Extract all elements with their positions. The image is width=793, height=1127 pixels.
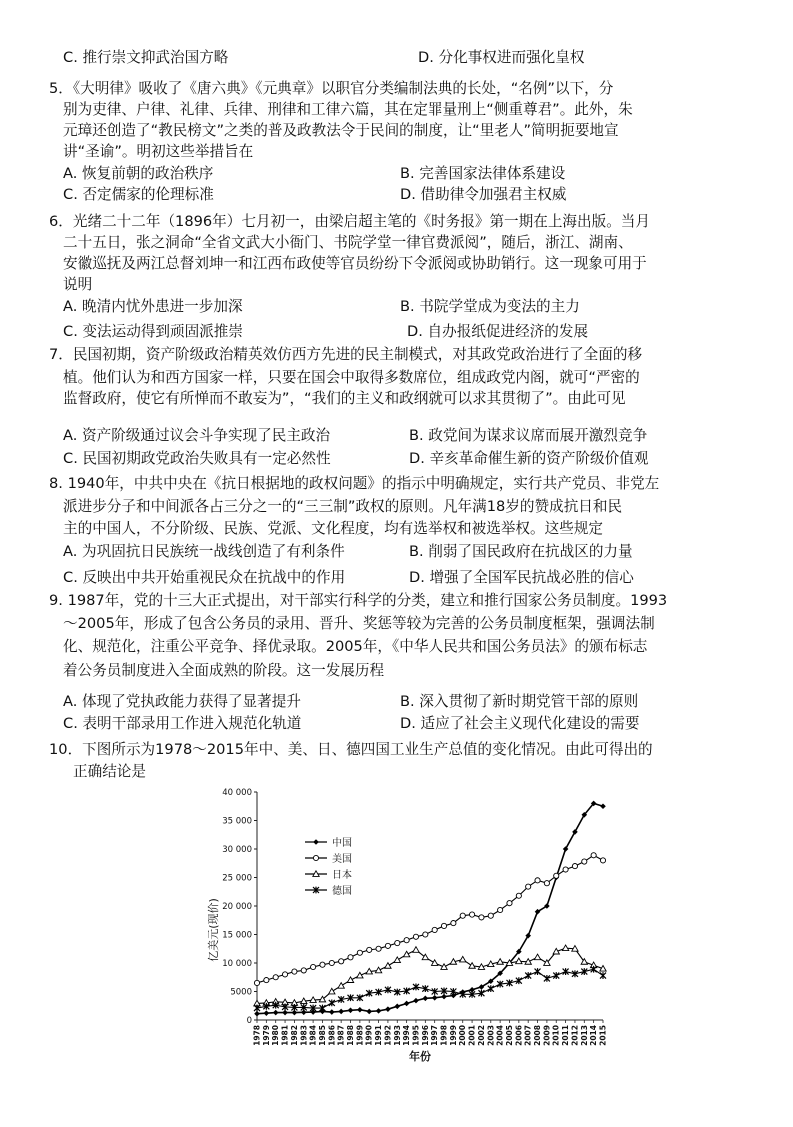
x-tick-label: 1989: [355, 1025, 365, 1046]
data-point: [554, 873, 559, 878]
data-point: [516, 893, 521, 898]
y-tick-label: 20 000: [222, 902, 252, 912]
data-point: [413, 947, 419, 953]
legend-label: 中国: [332, 838, 352, 849]
x-tick-label: 1998: [439, 1025, 449, 1046]
data-point: [311, 964, 316, 969]
q7-option-b: B. 政党间为谋求议席而展开激烈竞争: [409, 427, 648, 444]
data-point: [553, 972, 559, 979]
data-point: [254, 980, 259, 985]
data-point: [264, 1010, 270, 1016]
legend-label: 日本: [332, 870, 352, 881]
data-point: [460, 956, 466, 962]
x-tick-label: 1983: [299, 1025, 309, 1046]
q5-stem-line-3: 元璋还创造了“教民榜文”之类的普及政教法令于民间的制度，让“里老人”简明扼要地宣: [63, 122, 619, 139]
x-tick-label: 1980: [271, 1025, 281, 1046]
q6-option-b: B. 书院学堂成为变法的主力: [400, 298, 580, 315]
q6-stem-line-1: 6．光绪二十二年（1896年）七月初一，由梁启超主笔的《时务报》第一期在上海出版。当月: [49, 213, 650, 230]
data-point: [385, 963, 391, 969]
data-point: [441, 923, 446, 928]
data-point: [413, 998, 419, 1004]
series-circle: [254, 853, 605, 986]
q8-option-c: C. 反映出中共开始重视民众在抗战中的作用: [63, 569, 346, 586]
data-point: [498, 907, 503, 912]
x-tick-label: 2007: [523, 1025, 533, 1046]
data-point: [375, 967, 381, 973]
data-point: [394, 957, 400, 963]
data-point: [329, 988, 335, 994]
data-point: [273, 1010, 279, 1016]
data-point: [366, 1009, 372, 1015]
data-point: [395, 940, 400, 945]
x-tick-label: 2006: [514, 1025, 524, 1046]
data-point: [301, 968, 306, 973]
data-point: [497, 959, 503, 965]
data-point: [432, 927, 437, 932]
q7-stem-line-3: 监督政府，使它有所惮而不敢妄为”，“我们的主义和政纲就可以求其贯彻了”。由此可见: [63, 390, 626, 407]
data-point: [534, 954, 540, 960]
data-point: [469, 912, 474, 917]
q6-option-d: D. 自办报纸促进经济的发展: [407, 323, 589, 340]
q9-stem-line-1: 9. 1987年，党的十三大正式提出，对干部实行科学的分类，建立和推行国家公务员制度。1993: [49, 592, 668, 609]
q6-stem-line-4: 说明: [63, 276, 93, 293]
data-point: [526, 884, 531, 889]
chart-x-axis-label: 年份: [409, 1050, 431, 1063]
q4-option-d: D. 分化事权进而强化皇权: [418, 49, 585, 66]
x-tick-label: 2005: [504, 1025, 514, 1046]
data-point: [282, 1010, 288, 1016]
x-tick-label: 2011: [561, 1025, 571, 1046]
x-tick-label: 1985: [317, 1025, 327, 1046]
q8-stem-line-3: 主的中国人，不分阶级、民族、党派、文化程度，均有选举权和被选举权。这些规定: [63, 520, 603, 537]
x-tick-label: 2008: [533, 1025, 543, 1046]
q10-stem-line-2: 正确结论是: [73, 763, 146, 780]
x-tick-label: 1991: [374, 1025, 384, 1046]
data-point: [320, 962, 325, 967]
data-point: [404, 1001, 410, 1007]
x-tick-label: 1990: [364, 1025, 374, 1046]
series-line: [257, 948, 603, 1003]
q9-stem-line-3: 化、规范化，注重公平竞争、择优录取。2005年，《中华人民共和国公务员法》的颁布标志: [63, 638, 648, 655]
q9-stem-line-4: 着公务员制度进入全面成熟的阶段。这一发展历程: [63, 662, 385, 679]
x-tick-label: 1996: [420, 1025, 430, 1046]
data-point: [338, 1009, 344, 1015]
data-point: [591, 853, 596, 858]
data-point: [264, 978, 269, 983]
data-point: [376, 946, 381, 951]
x-tick-label: 1999: [448, 1025, 458, 1046]
data-point: [282, 972, 287, 977]
q4-option-c: C. 推行崇文抑武治国方略: [63, 49, 229, 66]
data-point: [348, 1008, 354, 1014]
x-tick-label: 2012: [570, 1025, 580, 1046]
data-point: [600, 803, 606, 809]
data-point: [338, 983, 344, 989]
data-point: [403, 951, 409, 957]
data-point: [479, 915, 484, 920]
chart-axes: [222, 788, 607, 1046]
chart-series: [254, 801, 606, 1017]
q9-option-a: A. 体现了党执政能力获得了显著提升: [63, 693, 301, 710]
x-tick-label: 2000: [458, 1025, 468, 1046]
series-triangle: [254, 945, 606, 1006]
x-tick-label: 2002: [476, 1025, 486, 1046]
data-point: [544, 975, 550, 982]
industrial-output-line-chart: [205, 780, 625, 1070]
data-point: [329, 1000, 335, 1007]
q9-option-b: B. 深入贯彻了新时期党管干部的原则: [400, 693, 639, 710]
y-tick-label: 40 000: [222, 788, 252, 798]
data-point: [525, 972, 531, 979]
q8-option-d: D. 增强了全国军民抗战必胜的信心: [409, 569, 634, 586]
y-tick-label: 5000: [230, 987, 252, 998]
data-point: [423, 932, 428, 937]
x-tick-label: 1982: [289, 1025, 299, 1046]
series-star: [254, 966, 606, 1012]
data-point: [469, 963, 475, 969]
data-point: [347, 977, 353, 983]
data-point: [600, 858, 605, 863]
data-point: [441, 994, 447, 1000]
data-point: [357, 950, 362, 955]
series-diamond: [254, 801, 606, 1017]
q8-stem-line-2: 派进步分子和中间派各占三分之一的“三三制”政权的原则。凡年满18岁的赞成抗日和民: [63, 498, 623, 515]
x-tick-label: 2014: [589, 1025, 599, 1046]
q7-option-d: D. 辛亥革命催生新的资产阶级价值观: [409, 450, 649, 467]
q9-stem-line-2: ～2005年，形成了包含公务员的录用、晋升、奖惩等较为完善的公务员制度框架，强调法制: [63, 615, 655, 632]
data-point: [488, 913, 493, 918]
q5-stem-line-1: 5．《大明律》吸收了《唐六典》《元典章》以职官分类编制法典的长处，“名例”以下，分: [49, 80, 614, 97]
legend-marker: [313, 839, 319, 845]
q8-option-b: B. 削弱了国民政府在抗战区的力量: [409, 543, 633, 560]
data-point: [385, 1006, 391, 1012]
data-point: [292, 969, 297, 974]
y-tick-label: 10 000: [222, 959, 252, 969]
x-tick-label: 2001: [467, 1025, 477, 1046]
q6-option-a: A. 晚清内忧外患进一步加深: [63, 298, 243, 315]
data-point: [348, 955, 353, 960]
data-point: [413, 934, 418, 939]
x-tick-label: 1994: [402, 1025, 412, 1046]
data-point: [357, 1007, 363, 1013]
data-point: [385, 943, 390, 948]
series-line: [257, 969, 603, 1008]
data-point: [432, 995, 438, 1001]
q6-stem-line-2: 二十五日，张之洞命“全省文武大小衙门、书院学堂一律官费派阅”，随后，浙江、湖南、: [63, 234, 633, 251]
data-point: [404, 938, 409, 943]
y-tick-label: 0: [246, 1016, 252, 1026]
q6-option-c: C. 变法运动得到顽固派推崇: [63, 323, 244, 340]
data-point: [394, 1004, 400, 1010]
data-point: [254, 1011, 260, 1017]
data-point: [488, 985, 494, 992]
y-tick-label: 15 000: [222, 930, 252, 941]
data-point: [535, 878, 540, 883]
data-point: [339, 959, 344, 964]
x-tick-label: 1997: [430, 1025, 440, 1046]
x-tick-label: 1995: [411, 1025, 421, 1046]
data-point: [451, 921, 456, 926]
x-tick-label: 1986: [327, 1025, 337, 1046]
x-tick-label: 1981: [280, 1025, 290, 1046]
chart-y-axis-label: 亿美元(现价): [207, 898, 220, 962]
legend-marker: [313, 855, 318, 860]
chart-legend: [305, 836, 352, 897]
x-tick-label: 1992: [383, 1025, 393, 1046]
q8-stem-line-1: 8. 1940年，中共中央在《抗日根据地的政权问题》的指示中明确规定，实行共产党员、非党左: [49, 475, 660, 492]
x-tick-label: 2003: [486, 1025, 496, 1046]
q6-stem-line-3: 安徽巡抚及两江总督刘坤一和江西布政使等官员纷纷下令派阅或协助销行。这一现象可用于: [63, 255, 647, 272]
data-point: [329, 960, 334, 965]
q5-stem-line-2: 别为吏律、户律、礼律、兵律、刑律和工律六篇，其在定罪量刑上“侧重尊君”。此外，朱: [63, 101, 633, 118]
q5-option-a: A. 恢复前朝的政治秩序: [63, 165, 214, 182]
series-line: [257, 803, 603, 1013]
data-point: [600, 972, 606, 979]
q5-stem-line-4: 讲“圣谕”。明初这些举措旨在: [63, 143, 254, 160]
data-point: [273, 975, 278, 980]
data-point: [367, 947, 372, 952]
data-point: [431, 960, 437, 966]
y-tick-label: 30 000: [222, 845, 252, 855]
data-point: [507, 901, 512, 906]
data-point: [329, 1009, 335, 1015]
x-tick-label: 2010: [551, 1025, 561, 1046]
data-point: [572, 864, 577, 869]
x-tick-label: 1993: [392, 1025, 402, 1046]
x-tick-label: 1978: [252, 1025, 262, 1046]
data-point: [544, 881, 549, 886]
q7-option-c: C. 民国初期政党政治失败具有一定必然性: [63, 450, 331, 467]
x-tick-label: 2013: [579, 1025, 589, 1046]
q7-option-a: A. 资产阶级通过议会斗争实现了民主政治: [63, 427, 331, 444]
q9-option-c: C. 表明干部录用工作进入规范化轨道: [63, 715, 302, 732]
x-tick-label: 2004: [495, 1025, 505, 1046]
data-point: [582, 859, 587, 864]
q10-stem-line-1: 10．下图所示为1978～2015年中、美、日、德四国工业生产总值的变化情况。由此可得出的: [49, 741, 653, 758]
data-point: [535, 968, 541, 975]
x-tick-label: 1979: [261, 1025, 271, 1046]
q5-option-b: B. 完善国家法律体系建设: [400, 165, 566, 182]
x-tick-label: 2015: [598, 1025, 608, 1046]
q9-option-d: D. 适应了社会主义现代化建设的需要: [400, 715, 640, 732]
data-point: [376, 1008, 382, 1014]
data-point: [423, 996, 429, 1002]
x-tick-label: 2009: [542, 1025, 552, 1046]
data-point: [563, 867, 568, 872]
legend-label: 美国: [332, 854, 352, 865]
y-tick-label: 25 000: [222, 873, 252, 884]
data-point: [460, 913, 465, 918]
q7-stem-line-1: 7．民国初期，资产阶级政治精英效仿西方先进的民主制模式，对其政党政治进行了全面的移: [49, 346, 643, 363]
x-tick-label: 1984: [308, 1025, 318, 1046]
q5-option-c: C. 否定儒家的伦理标准: [63, 186, 214, 203]
q8-option-a: A. 为巩固抗日民族统一战线创造了有利条件: [63, 543, 345, 560]
legend-label: 德国: [332, 886, 352, 897]
q5-option-d: D. 借助律令加强君主权威: [400, 186, 567, 203]
x-tick-label: 1988: [346, 1025, 356, 1046]
y-tick-label: 35 000: [222, 816, 252, 827]
x-tick-label: 1987: [336, 1025, 346, 1046]
q7-stem-line-2: 植。他们认为和西方国家一样，只要在国会中取得多数席位，组成政党内阁，就可“严密的: [63, 369, 640, 386]
